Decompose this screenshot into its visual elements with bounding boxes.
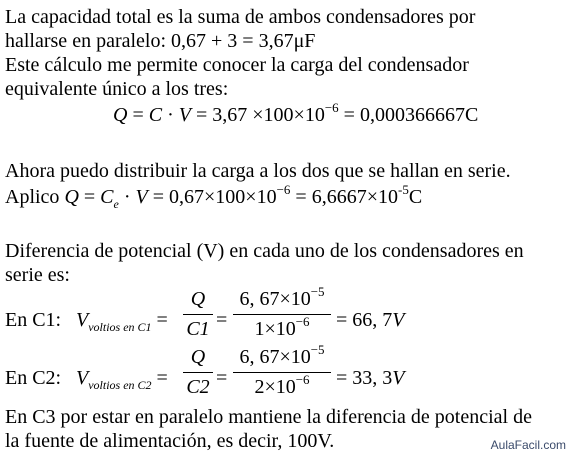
paragraph-4-line-1: En C3 por estar en paralelo mantiene la diferencia de potencial de (5, 406, 532, 428)
equation-total-charge: $Q = C \cdot V = 3,67 \times 100\times 10^{-6} = 0,000366667C$ (113, 100, 479, 126)
c2-den-c2: C2 (186, 376, 210, 398)
eq2-res-coef: 6,6667 (311, 186, 367, 208)
c2-result: = 33, 3V (336, 367, 405, 389)
c2-voltage-symbol: $V_{voltios en C2}$ = (76, 367, 168, 392)
eq2-v: V (135, 186, 148, 208)
c1-v: V (76, 309, 89, 331)
aulafacil-watermark: AulaFacil.com (490, 438, 566, 452)
eq2-coef: 0,67 (169, 186, 205, 208)
paragraph-2-line-1: Ahora puedo distribuir la carga a los dos que se hallan en serie. (5, 160, 511, 182)
eq1-times-2: × (293, 104, 305, 126)
c2-fraction-symbolic (183, 346, 213, 398)
c1-result: = 66, 7V (336, 309, 405, 331)
c1-num-ten: 10 (290, 288, 311, 310)
c1-den-coef: 1 (254, 318, 265, 340)
eq1-q: Q (113, 104, 128, 126)
eq2-res-ten: 10 (377, 186, 398, 208)
paragraph-1-line-2: hallarse en paralelo: 0,67 + 3 = 3,67μF (5, 30, 316, 52)
eq1-v: V (178, 104, 191, 126)
c1-equals-1: = (216, 309, 228, 331)
c2-num-coef: 6, 67 (239, 346, 280, 368)
paragraph-1-line-1: La capacidad total es la suma de ambos condensadores por (5, 6, 476, 28)
eq2-c: C (100, 186, 114, 208)
c1-result-value: 66, 7 (352, 309, 393, 331)
eq2-res-unit: C (408, 186, 423, 208)
eq2-exp: −6 (276, 182, 291, 197)
c2-num-q: Q (190, 346, 206, 368)
c1-num-exp: −5 (310, 284, 325, 299)
c2-num-numeric: 6, $67\times 10^{-5}$ (239, 342, 325, 368)
eq1-coef: 3,67 (212, 104, 248, 126)
paragraph-1-line-4: equivalente único a los tres: (5, 78, 229, 100)
eq1-c: C (148, 104, 163, 126)
c1-label: En C1: (5, 309, 62, 331)
c1-result-unit: V (392, 309, 405, 331)
c1-den-exp: −6 (295, 314, 310, 329)
c1-voltage-symbol: $V_{voltios en C1}$ = (76, 309, 168, 334)
c2-den-exp: −6 (295, 372, 310, 387)
eq1-result: 0,000366667C (359, 104, 479, 126)
c1-den-c1: C1 (186, 318, 210, 340)
c1-fraction-numeric (233, 284, 331, 340)
c2-fraction-numeric (233, 342, 331, 398)
c2-den-coef: 2 (254, 376, 265, 398)
eq1-exp: −6 (324, 100, 339, 115)
paragraph-3-line-1: Diferencia de potencial (V) en cada uno de los condensadores en (5, 240, 524, 262)
c1-den-ten: 10 (275, 318, 296, 340)
aplico-label: Aplico (5, 186, 60, 208)
c2-v: V (76, 367, 89, 389)
c2-den-ten: 10 (275, 376, 296, 398)
c1-num-coef: 6, 67 (239, 288, 280, 310)
eq2-100: 100 (215, 186, 246, 208)
eq1-100: 100 (263, 104, 294, 126)
eq2-c-sub: e (113, 197, 119, 211)
paragraph-4-line-2: la fuente de alimentación, es decir, 100V. (5, 430, 335, 452)
c2-v-sub: voltios en C2 (88, 378, 152, 392)
c2-label: En C2: (5, 367, 62, 389)
eq2-res-exp: -5 (397, 182, 409, 197)
eq1-ten: 10 (304, 104, 325, 126)
c1-num-q: Q (190, 288, 206, 310)
c2-result-unit: V (392, 367, 405, 389)
c1-v-sub: voltios en C1 (88, 320, 152, 334)
c2-num-ten: 10 (290, 346, 311, 368)
paragraph-1-line-3: Este cálculo me permite conocer la carga del condensador (5, 54, 469, 76)
c2-den-numeric: $2\times 10^{-6}$ (254, 372, 310, 398)
c2-equals-1: = (216, 367, 228, 389)
c1-den-numeric: $1\times 10^{-6}$ (254, 314, 310, 340)
c1-fraction-symbolic (183, 288, 213, 340)
eq1-times: × (252, 104, 264, 126)
c1-num-numeric: 6, $67\times 10^{-5}$ (239, 284, 325, 310)
c2-num-exp: −5 (310, 342, 325, 357)
c2-result-value: 33, 3 (352, 367, 393, 389)
eq2-q: Q (64, 186, 79, 208)
paragraph-2-line-2: Aplico $Q = C_e \cdot V = 0,67\times 100\times 10^{-6} = 6,6667\times 10^{-5}C$ (5, 182, 423, 211)
paragraph-3-line-2: serie es: (5, 264, 70, 286)
eq2-ten: 10 (256, 186, 277, 208)
